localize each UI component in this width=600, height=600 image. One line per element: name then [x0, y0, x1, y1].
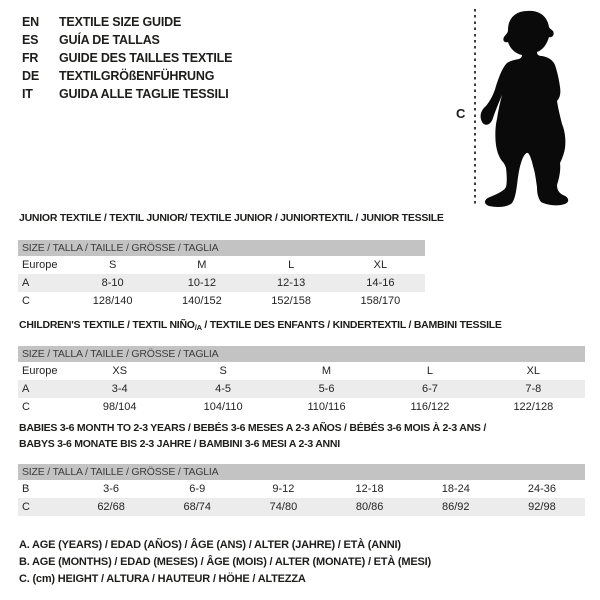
table-cell: XL — [526, 365, 541, 377]
table-cell: L — [288, 259, 295, 271]
toddler-silhouette-icon — [475, 5, 575, 210]
table-cell: 62/68 — [97, 501, 125, 513]
row-label: B — [22, 483, 30, 495]
children-section-title — [19, 319, 502, 332]
table-cell: 140/152 — [181, 295, 222, 307]
lang-row-fr — [22, 49, 232, 67]
lang-code: DE — [22, 69, 39, 83]
lang-row-en — [22, 13, 232, 31]
row-label: Europe — [22, 365, 58, 377]
size-table-header: SIZE / TALLA / TAILLE / GRÖSSE / TAGLIA — [18, 240, 425, 256]
lang-row-it — [22, 85, 232, 103]
table-row — [18, 256, 425, 274]
table-row — [18, 498, 585, 516]
table-row — [18, 362, 585, 380]
table-cell: 92/98 — [528, 501, 556, 513]
size-table-header: SIZE / TALLA / TAILLE / GRÖSSE / TAGLIA — [18, 464, 585, 480]
lang-title: GUIDA ALLE TAGLIE TESSILI — [59, 87, 229, 101]
children-title-sub: /A — [194, 323, 202, 332]
table-cell: 3-6 — [103, 483, 120, 495]
table-cell: 12-18 — [355, 483, 384, 495]
table-cell: 110/116 — [307, 401, 346, 413]
lang-title: GUÍA DE TALLAS — [59, 33, 160, 47]
table-cell: 4-5 — [215, 383, 232, 395]
row-label: C — [22, 295, 30, 307]
note-age-months: B. AGE (MONTHS) / EDAD (MESES) / ÂGE (MOIS) / ALTER (MONATE) / ETÀ (MESI) — [19, 556, 431, 568]
children-title-post: / TEXTILE DES ENFANTS / KINDERTEXTIL / BAMBINI TESSILE — [201, 319, 502, 331]
table-cell: 9-12 — [272, 483, 295, 495]
table-cell: L — [426, 365, 433, 377]
junior-section-title: JUNIOR TEXTILE / TEXTIL JUNIOR/ TEXTILE JUNIOR / JUNIORTEXTIL / JUNIOR TESSILE — [19, 212, 444, 224]
row-label: C — [22, 401, 30, 413]
lang-title: TEXTILGRÖßENFÜHRUNG — [59, 69, 215, 83]
table-cell: M — [321, 365, 332, 377]
table-cell: 18-24 — [441, 483, 470, 495]
table-cell: 80/86 — [355, 501, 384, 513]
row-label: C — [22, 501, 30, 513]
table-row — [18, 274, 425, 292]
lang-code: ES — [22, 33, 39, 47]
table-cell: 12-13 — [277, 277, 306, 289]
table-cell: 116/122 — [410, 401, 450, 413]
babies-section-title — [19, 421, 486, 452]
table-cell: 5-6 — [318, 383, 335, 395]
row-label: A — [22, 383, 30, 395]
table-cell: XL — [373, 259, 388, 271]
table-cell: 86/92 — [442, 501, 470, 513]
table-row — [18, 380, 585, 398]
table-cell: 122/128 — [513, 401, 554, 413]
note-age-years: A. AGE (YEARS) / EDAD (AÑOS) / ÂGE (ANS) / ALTER (JAHRE) / ETÀ (ANNI) — [19, 539, 401, 551]
lang-code: IT — [22, 87, 33, 101]
junior-size-table — [18, 240, 425, 310]
table-cell: 10-12 — [187, 277, 216, 289]
table-cell: 6-9 — [189, 483, 206, 495]
table-cell: 14-16 — [366, 277, 395, 289]
table-cell: 158/170 — [360, 295, 401, 307]
row-label: A — [22, 277, 30, 289]
row-label: Europe — [22, 259, 58, 271]
table-cell: 152/158 — [271, 295, 311, 307]
lang-code: EN — [22, 15, 39, 29]
note-height-cm: C. (cm) HEIGHT / ALTURA / HAUTEUR / HÖHE / ALTEZZA — [19, 573, 306, 585]
table-cell: 104/110 — [203, 401, 243, 413]
babies-size-table — [18, 464, 585, 516]
table-cell: M — [197, 259, 207, 271]
table-cell: 3-4 — [111, 383, 128, 395]
language-header — [22, 13, 232, 103]
table-cell: XS — [112, 365, 128, 377]
table-cell: S — [219, 365, 227, 377]
children-size-table — [18, 346, 585, 416]
lang-title: TEXTILE SIZE GUIDE — [59, 15, 182, 29]
legend-notes — [19, 537, 431, 588]
babies-title-line2: BABYS 3-6 MONATE BIS 2-3 JAHRE / BAMBINI 3-6 MESI A 2-3 ANNI — [19, 437, 340, 450]
table-cell: 6-7 — [421, 383, 438, 395]
size-table-header: SIZE / TALLA / TAILLE / GRÖSSE / TAGLIA — [18, 346, 585, 362]
table-cell: 128/140 — [92, 295, 133, 307]
children-title-pre: CHILDREN'S TEXTILE / TEXTIL NIÑO — [19, 319, 195, 331]
table-cell: 98/104 — [102, 401, 137, 413]
lang-row-de — [22, 67, 232, 85]
height-label-c: C — [456, 106, 466, 121]
babies-title-line1: BABIES 3-6 MONTH TO 2-3 YEARS / BEBÉS 3-6 MESES A 2-3 AÑOS / BÉBÉS 3-6 MOIS À 2-3 ANS / — [19, 422, 487, 434]
table-cell: 8-10 — [101, 277, 124, 289]
table-cell: 68/74 — [183, 501, 212, 513]
table-row — [18, 398, 585, 416]
table-row — [18, 480, 585, 498]
table-cell: S — [108, 259, 117, 271]
table-row — [18, 292, 425, 310]
lang-row-es — [22, 31, 232, 49]
lang-title: GUIDE DES TAILLES TEXTILE — [59, 51, 233, 65]
table-cell: 24-36 — [527, 483, 557, 495]
table-cell: 7-8 — [525, 383, 542, 395]
lang-code: FR — [22, 51, 39, 65]
table-cell: 74/80 — [269, 501, 298, 513]
